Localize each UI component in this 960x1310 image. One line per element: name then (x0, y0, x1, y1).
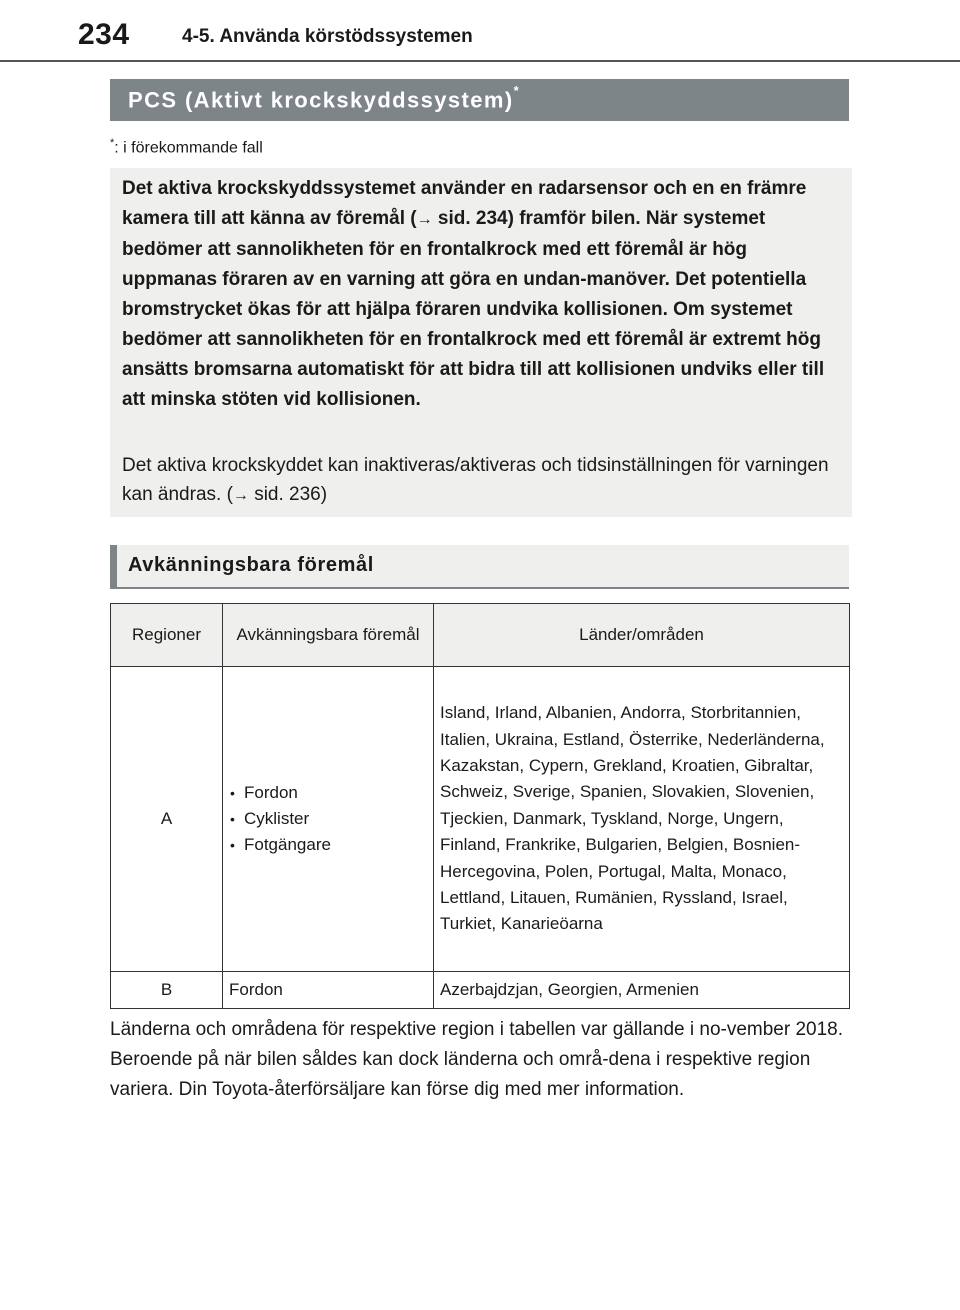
closing-paragraph: Länderna och områdena för respektive region i tabellen var gällande i no-vember 2018. Beroende på när bilen såldes kan dock länderna och områ-dena i respektive region variera. Din Toyota-återförsäljare kan förse dig med mer information. (110, 1019, 844, 1100)
list-item: • Fotgängare (230, 832, 432, 858)
bullet-icon: • (230, 811, 235, 827)
subsection-title-bar (110, 545, 849, 589)
list-item: • Cyklister (230, 806, 432, 832)
arrow-right-icon: → (416, 211, 433, 228)
intro-description: Det aktiva krockskyddssystemet använder en radarsensor och en en främre kamera till att känna av föremål (→ sid. 234) framför bilen. När systemet bedömer att sannolikheten för en frontalkrock med ett föremål är hög uppmanas föraren av en varning att göra en undan-manöver. Det potentiella bromstrycket ökas för att hjälpa föraren undvika kollisionen. Om systemet bedömer att sannolikheten för en frontalkrock med ett föremål är extremt hög ansätts bromsarna automatiskt för att bidra till att kollisionen undviks eller till att minska stöten vid kollisionen. (122, 178, 825, 410)
countries-cell: Island, Irland, Albanien, Andorra, Storbritannien, Italien, Ukraina, Estland, Österrike, Nederländerna, Kazakstan, Cypern, Grekland, Kroatien, Gibraltar, Schweiz, Sverige, Spanien, Slovakien, Slovenien, Tjeckien, Danmark, Tyskland, Norge, Ungern, Finland, Frankrike, Bulgarien, Belgien, Bosnien-Hercegovina, Polen, Portugal, Malta, Monaco, Lettland, Litauen, Rumänien, Ryssland, Israel, Turkiet, Kanarieöarna (434, 667, 850, 972)
countries-cell: Azerbajdzjan, Georgien, Armenien (434, 972, 850, 1009)
section-title-bar (110, 79, 849, 121)
table-row (111, 972, 850, 1009)
footnote-marker: * (513, 83, 521, 98)
subsection-accent (110, 545, 117, 589)
table-row (111, 667, 850, 972)
table-header-cell: Länder/områden (434, 604, 850, 667)
page-reference-link[interactable]: sid. 234 (437, 208, 508, 229)
footnote: *: i förekommande fall (110, 137, 263, 157)
arrow-right-icon: → (232, 487, 249, 504)
region-cell: A (111, 667, 223, 972)
bullet-icon: • (230, 785, 235, 801)
intro-settings-note: Det aktiva krockskyddet kan inaktiveras/aktiveras och tidsinställningen för varningen kan ändras. (→ sid. 236) (122, 455, 829, 505)
subsection-title: Avkänningsbara föremål (128, 554, 374, 576)
region-cell: B (111, 972, 223, 1009)
bullet-icon: • (230, 837, 235, 853)
page-number: 234 (78, 18, 130, 51)
chapter-title: 4-5. Använda körstödssystemen (182, 26, 473, 47)
page-reference-link[interactable]: sid. 236 (254, 484, 321, 505)
table-header-cell: Regioner (111, 604, 223, 667)
objects-cell: Fordon (223, 972, 434, 1009)
regions-table (110, 603, 850, 1009)
header-divider (0, 60, 960, 62)
list-item: • Fordon (230, 780, 432, 806)
section-title: PCS (Aktivt krockskyddssystem)* (128, 83, 521, 113)
table-header-row (111, 604, 850, 667)
table-header-cell: Avkänningsbara föremål (223, 604, 434, 667)
page-header (0, 0, 960, 66)
intro-box (110, 168, 852, 517)
objects-cell (223, 667, 434, 972)
